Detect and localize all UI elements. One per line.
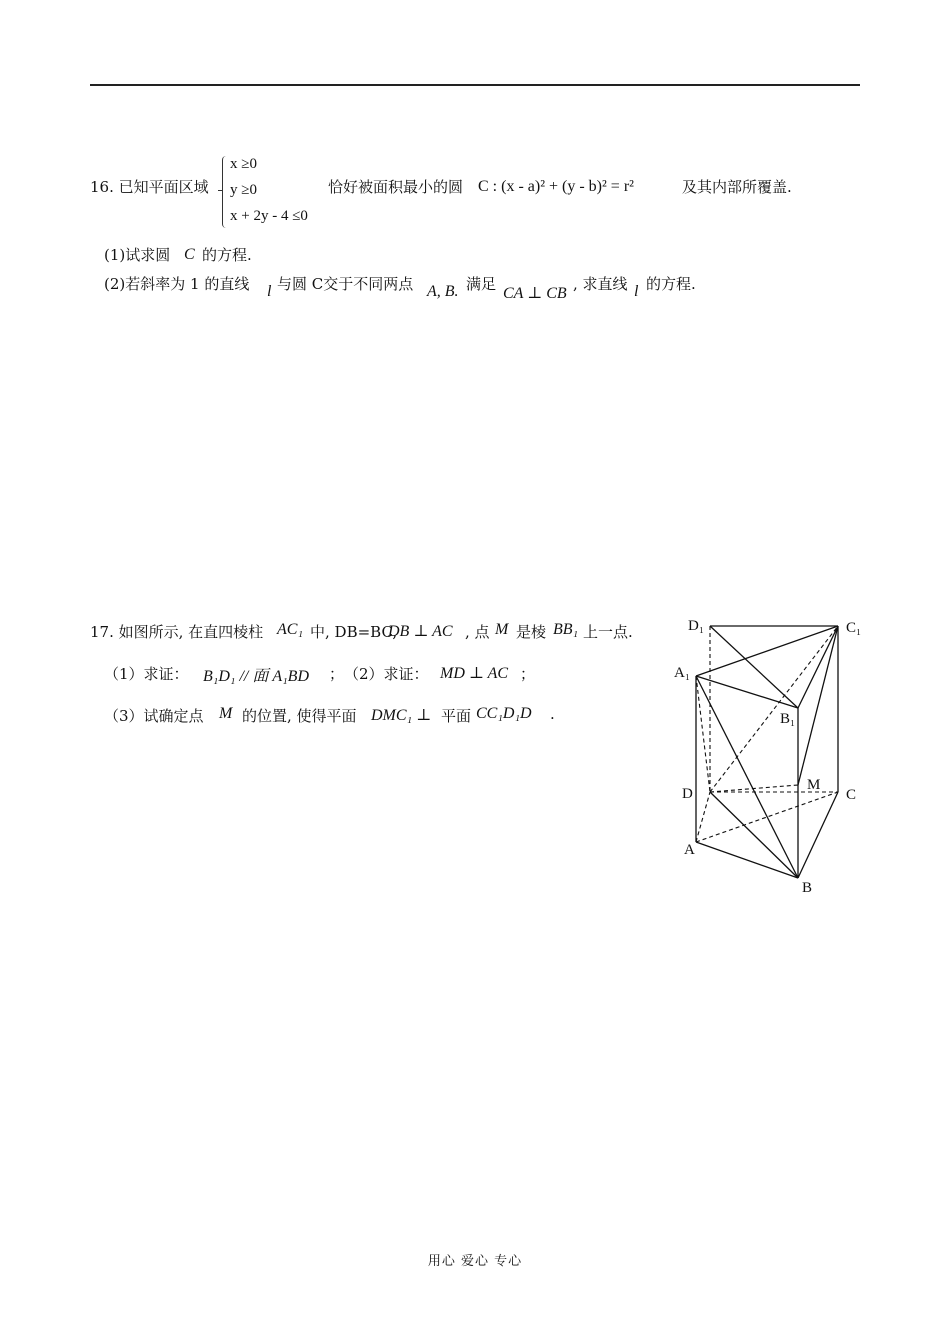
q16-part2-b: 与圆 C交于不同两点 [277,275,414,293]
q17-a: 中, DB=BC, [310,623,398,641]
prism-figure [660,610,870,900]
q17-part3-M: M [219,705,233,722]
q16-part2-a: (2)若斜率为 1 的直线 [104,275,250,293]
edge-A1D [696,676,710,792]
q16-part2-e: 的方程. [646,275,696,293]
inequality-1: x ≥0 [230,156,257,172]
q17-b: , 点 [465,623,490,641]
edge-A1B1 [696,676,798,708]
q17-prism: AC₁ [277,621,304,638]
label-C1: C₁ [846,620,862,636]
edge-C1M [798,626,838,785]
label-D: D [682,786,693,802]
q16-intro: 16. 已知平面区域 [90,178,209,196]
q17-part2-label: （2）求证： [344,665,429,683]
q16-part2-d: , 求直线 [573,275,628,293]
q17-part3-plane1: DMC₁ ⊥ [371,707,432,724]
q17-edge: BB₁ [553,621,579,638]
q17-part3-end: . [550,705,555,723]
q16-part1-tail: 的方程. [202,246,252,264]
q16-part2-l: l [267,283,272,300]
q16-part1-var: C [184,246,195,263]
inequality-3: x + 2y - 4 ≤0 [230,208,308,224]
q16-part2-cond: CA ⊥ CB [503,285,567,302]
edge-AD [696,792,710,842]
q16-part2-l2: l [634,283,639,300]
q17-part3-b: 的位置, 使得平面 [242,707,357,725]
edge-DB [710,792,798,878]
header-rule [90,84,860,86]
label-A1: A₁ [674,665,691,681]
q17-part3-label: （3）试确定点 [104,707,204,725]
label-A: A [684,842,695,858]
q17-c: 是棱 [516,623,547,641]
q17-part2-end: ； [520,665,536,683]
q17-part1-expr: B₁D₁ // 面 A₁BD [203,668,310,685]
q17-d: 上一点. [583,623,633,641]
left-brace [222,156,229,228]
edge-DC1 [710,626,838,792]
q16-part1-label: (1)试求圆 [104,246,171,264]
label-B1: B₁ [780,711,796,727]
label-C: C [846,787,857,803]
footer-text: 用心 爱心 专心 [427,1254,523,1269]
label-M: M [807,777,821,793]
q17-part3-plane2: CC₁D₁D [476,705,532,722]
q16-mid: 恰好被面积最小的圆 [328,178,464,196]
q17-cond: DB ⊥ AC [388,623,453,640]
q17-part1-label: （1）求证： [104,665,189,683]
q17-part3-c: 平面 [441,707,472,725]
q17-intro: 17. 如图所示, 在直四棱柱 [90,623,264,641]
q17-M: M [495,621,509,638]
circle-equation: C : (x - a)² + (y - b)² = r² [478,178,634,195]
q17-part1-end: ； [329,665,345,683]
inequality-2: y ≥0 [230,182,257,198]
q17-part2-expr: MD ⊥ AC [440,665,509,682]
label-D1: D₁ [688,618,705,634]
q16-part2-AB: A, B. [427,283,459,300]
q16-tail: 及其内部所覆盖. [682,178,792,196]
label-B: B [802,880,813,896]
inequality-system [222,154,332,230]
q16-part2-c: 满足 [466,275,497,293]
edge-BC [798,792,838,878]
